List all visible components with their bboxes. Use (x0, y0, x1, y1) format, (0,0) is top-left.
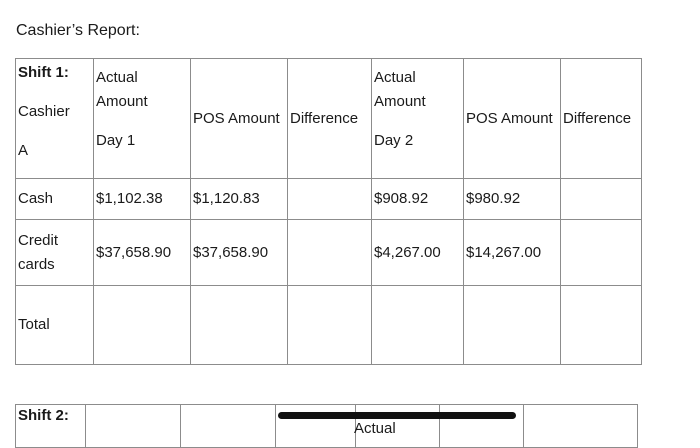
day2-actual-cell: $4,267.00 (372, 220, 464, 286)
table-row-credit (16, 220, 642, 286)
shift2-cell (86, 405, 181, 448)
day1-actual-line2: Amount (96, 93, 148, 110)
day2-diff-cell (561, 220, 642, 286)
day2-actual-cell: $908.92 (372, 179, 464, 220)
day1-diff-cell (288, 179, 372, 220)
row-label (16, 220, 94, 286)
day1-diff-cell (288, 286, 372, 365)
day1-diff-header: Difference (288, 59, 372, 179)
row-label: Total (16, 286, 94, 365)
header-row (16, 59, 642, 179)
day1-pos-cell: $37,658.90 (191, 220, 288, 286)
shift2-table (15, 404, 638, 448)
table-row-total (16, 286, 642, 365)
day2-actual-cell (372, 286, 464, 365)
shift2-cell (440, 405, 524, 448)
day1-pos-header: POS Amount (191, 59, 288, 179)
shift2-cell (181, 405, 276, 448)
day2-actual-line2: Amount (374, 93, 426, 110)
shift1-label: Shift 1: (18, 64, 69, 81)
day2-diff-cell (561, 179, 642, 220)
shift2-label: Shift 2: (16, 405, 86, 448)
day1-actual-cell: $1,102.38 (94, 179, 191, 220)
shift2-cell (276, 405, 356, 448)
shift1-label-cell (16, 59, 94, 179)
table-row-cash (16, 179, 642, 220)
row-label-line2: cards (18, 255, 55, 273)
day2-pos-cell: $14,267.00 (464, 220, 561, 286)
day2-pos-header: POS Amount (464, 59, 561, 179)
shift1-table (15, 58, 642, 365)
shift2-header-row (16, 405, 638, 448)
scrollbar[interactable] (278, 412, 516, 419)
day1-actual-line1: Actual (96, 69, 138, 86)
day1-actual-line3: Day 1 (96, 132, 136, 149)
day2-diff-cell (561, 286, 642, 365)
day2-actual-line1: Actual (374, 69, 416, 86)
row-label: Cash (16, 179, 94, 220)
day1-pos-cell (191, 286, 288, 365)
shift2-cell (524, 405, 638, 448)
day1-actual-cell: $37,658.90 (94, 220, 191, 286)
day1-diff-cell (288, 220, 372, 286)
day2-actual-header (372, 59, 464, 179)
day2-pos-cell: $980.92 (464, 179, 561, 220)
day2-actual-line3: Day 2 (374, 132, 414, 149)
day2-pos-cell (464, 286, 561, 365)
cashier-label-line1: Cashier (18, 103, 70, 120)
cashier-label-line2: A (18, 142, 29, 159)
day1-actual-header (94, 59, 191, 179)
day1-actual-cell (94, 286, 191, 365)
day2-diff-header: Difference (561, 59, 642, 179)
row-label-line1: Credit (18, 231, 59, 249)
day1-pos-cell: $1,120.83 (191, 179, 288, 220)
page-title: Cashier’s Report: (16, 22, 140, 39)
shift2-partial-header: Actual (354, 420, 396, 437)
